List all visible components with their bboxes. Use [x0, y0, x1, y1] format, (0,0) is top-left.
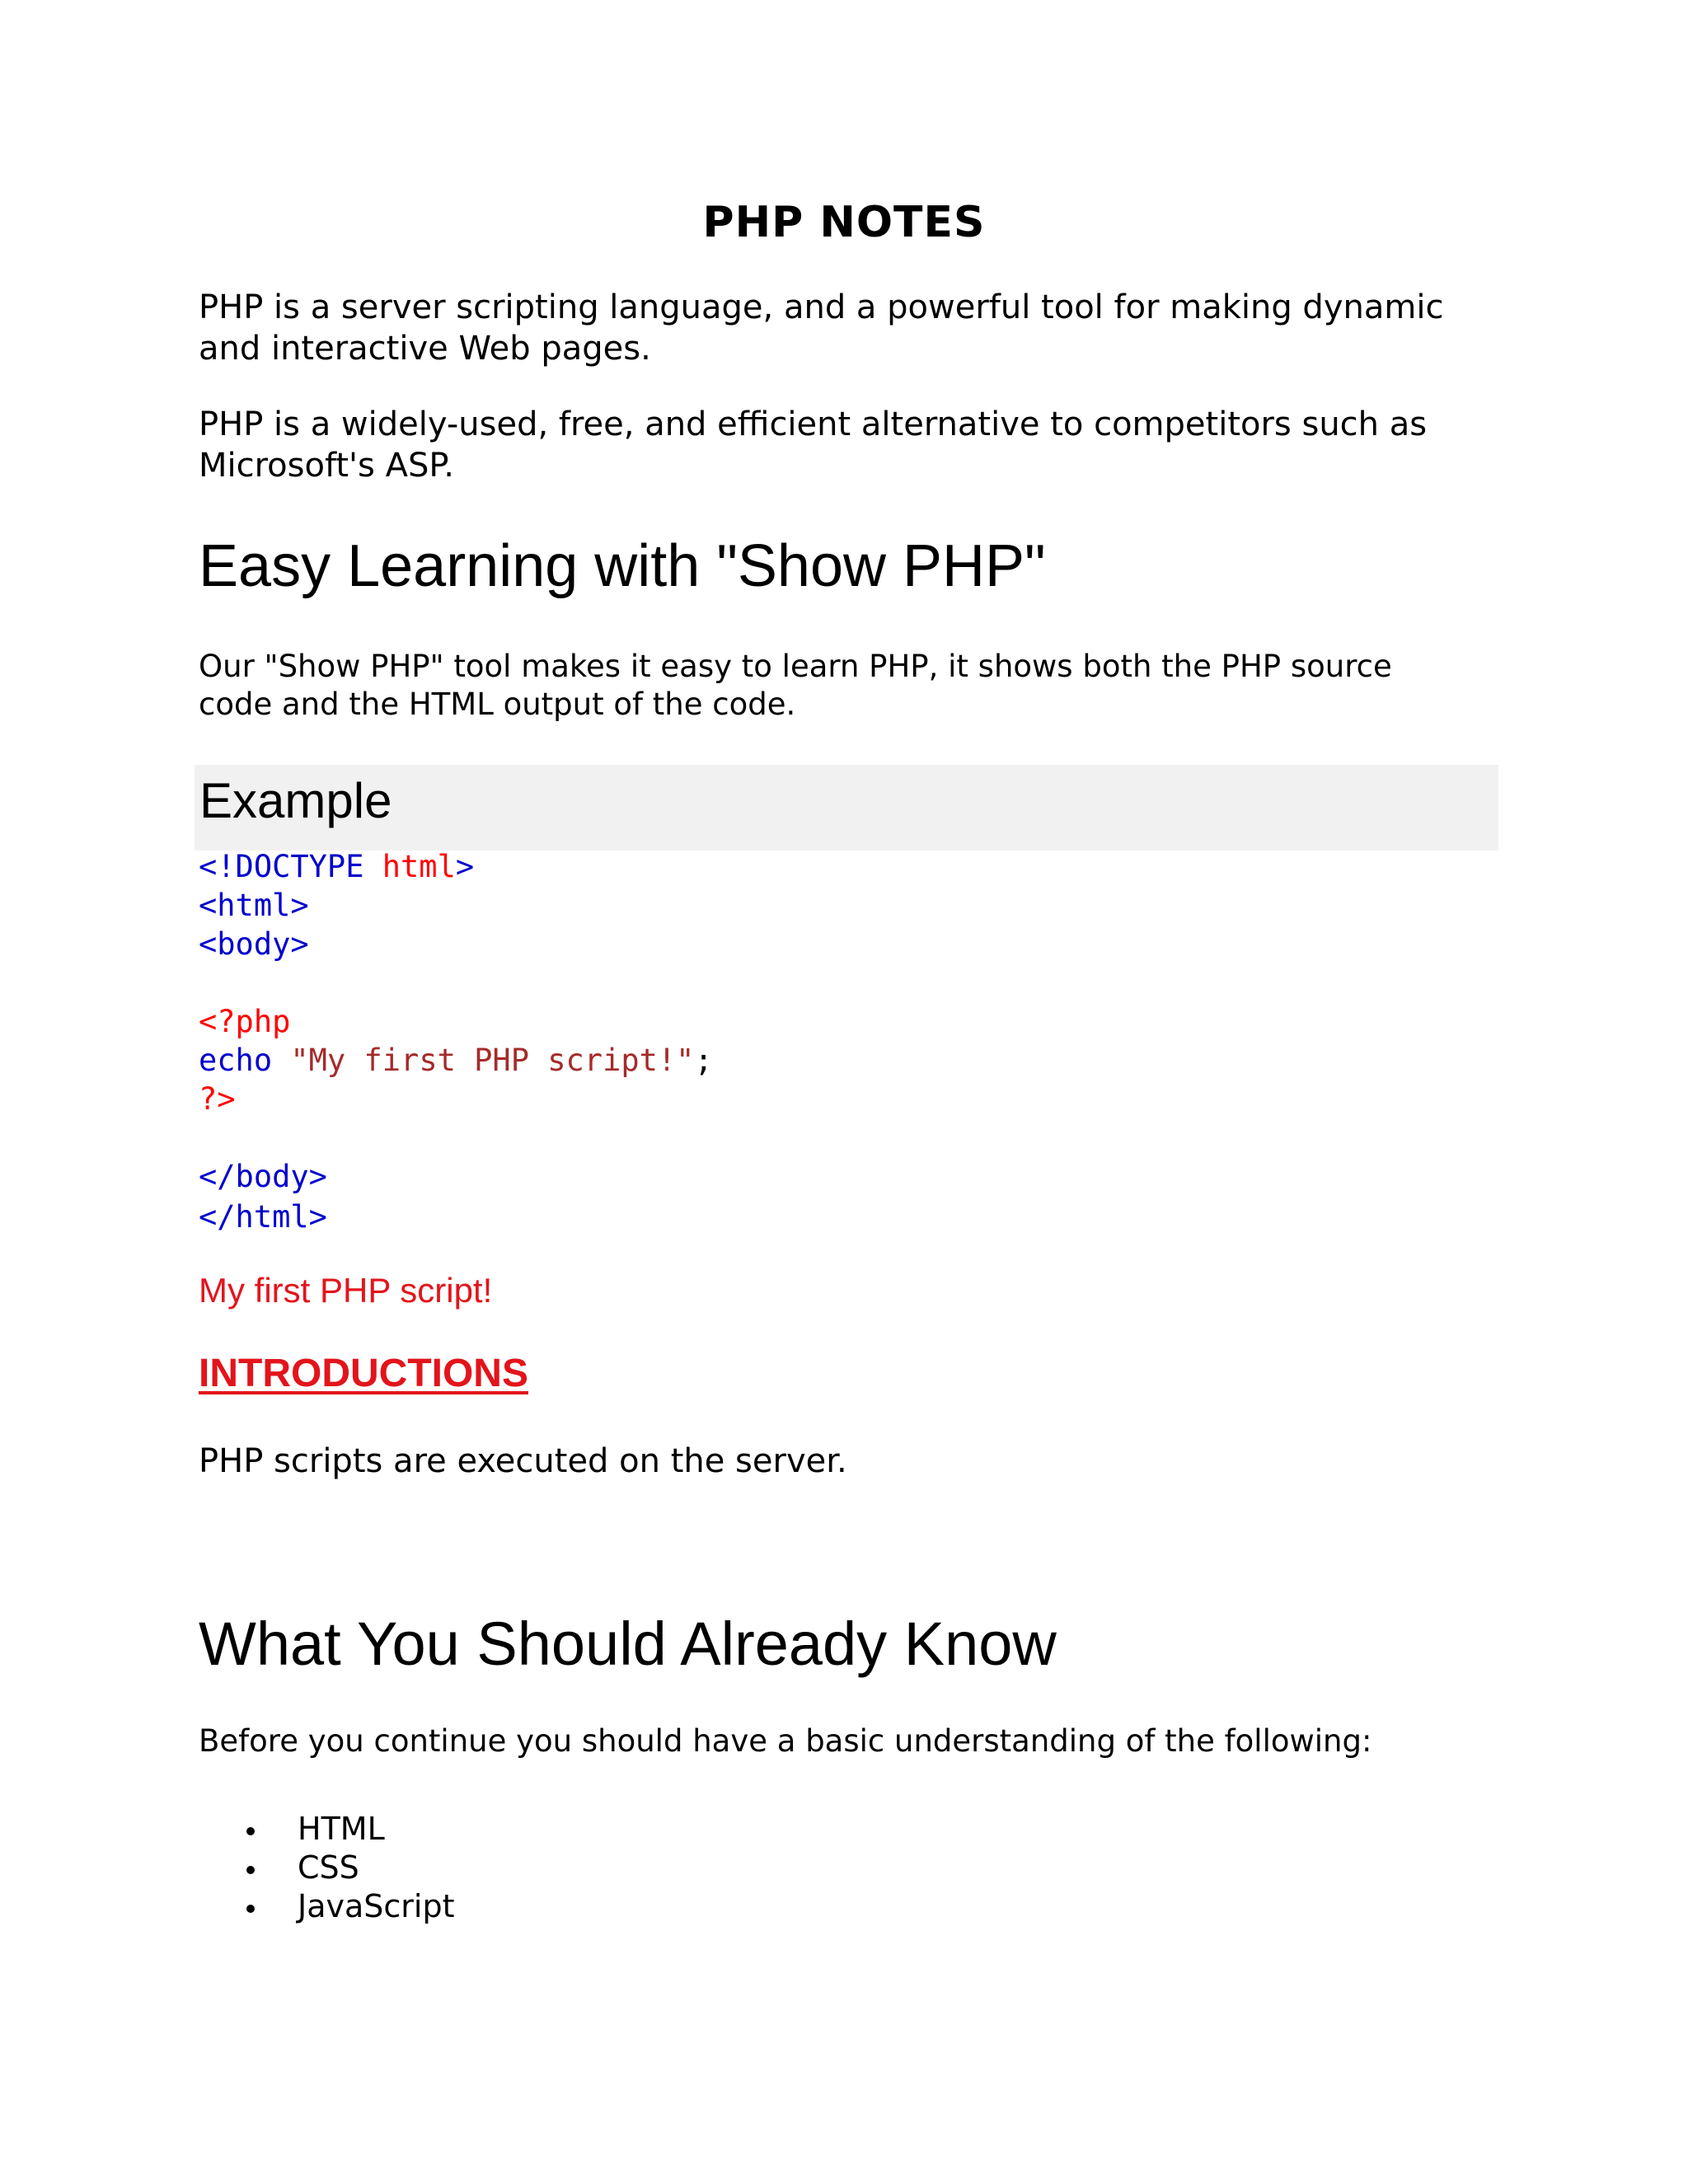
- code-line-doctype: [199, 847, 474, 887]
- code-token-doctype-open: <!DOCTYPE: [199, 849, 364, 884]
- list-item: [199, 1849, 454, 1887]
- heading-introductions: INTRODUCTIONS: [199, 1352, 528, 1395]
- code-token-semicolon: ;: [694, 1043, 713, 1078]
- heading-prerequisites: What You Should Already Know: [199, 1610, 1057, 1678]
- bullet-icon: [246, 1866, 255, 1874]
- prerequisites-list: [199, 1810, 454, 1926]
- code-line-html-open: <html>: [199, 888, 309, 923]
- intro-paragraph-1: PHP is a server scripting language, and a powerful tool for making dynamic and interactive Web pages.: [199, 288, 1444, 368]
- list-item-label: HTML: [298, 1811, 385, 1847]
- heading-easy-learning: Easy Learning with "Show PHP": [199, 533, 1046, 599]
- page-title: PHP NOTES: [702, 198, 986, 247]
- code-line-body-open: <body>: [199, 926, 309, 962]
- bullet-icon: [246, 1827, 255, 1835]
- code-line-php-open: <?php: [199, 1004, 291, 1039]
- code-token-doctype-close: >: [455, 849, 475, 884]
- easy-learning-paragraph: Our "Show PHP" tool makes it easy to learn PHP, it shows both the PHP source code and the HTML output of the code.: [199, 649, 1392, 722]
- code-line-body-close: </body>: [199, 1159, 327, 1194]
- intro-paragraph-2: PHP is a widely-used, free, and efficient alternative to competitors such as Microsoft's ASP.: [199, 405, 1428, 485]
- introductions-paragraph: PHP scripts are executed on the server.: [199, 1442, 847, 1480]
- prerequisites-paragraph: Before you continue you should have a basic understanding of the following:: [199, 1723, 1372, 1759]
- bullet-icon: [246, 1905, 255, 1913]
- list-item-label: JavaScript: [298, 1888, 455, 1924]
- code-line-echo: [199, 1041, 713, 1080]
- list-item-label: CSS: [298, 1849, 359, 1886]
- example-label: Example: [199, 773, 392, 828]
- code-line-html-close: </html>: [199, 1199, 327, 1235]
- code-line-php-close: ?>: [199, 1081, 236, 1117]
- code-token-echo: echo: [199, 1043, 273, 1078]
- code-token-doctype-attr: html: [363, 849, 456, 884]
- code-token-string: "My first PHP script!": [272, 1043, 695, 1078]
- list-item: [199, 1887, 454, 1926]
- example-output: My first PHP script!: [199, 1271, 493, 1310]
- list-item: [199, 1810, 454, 1849]
